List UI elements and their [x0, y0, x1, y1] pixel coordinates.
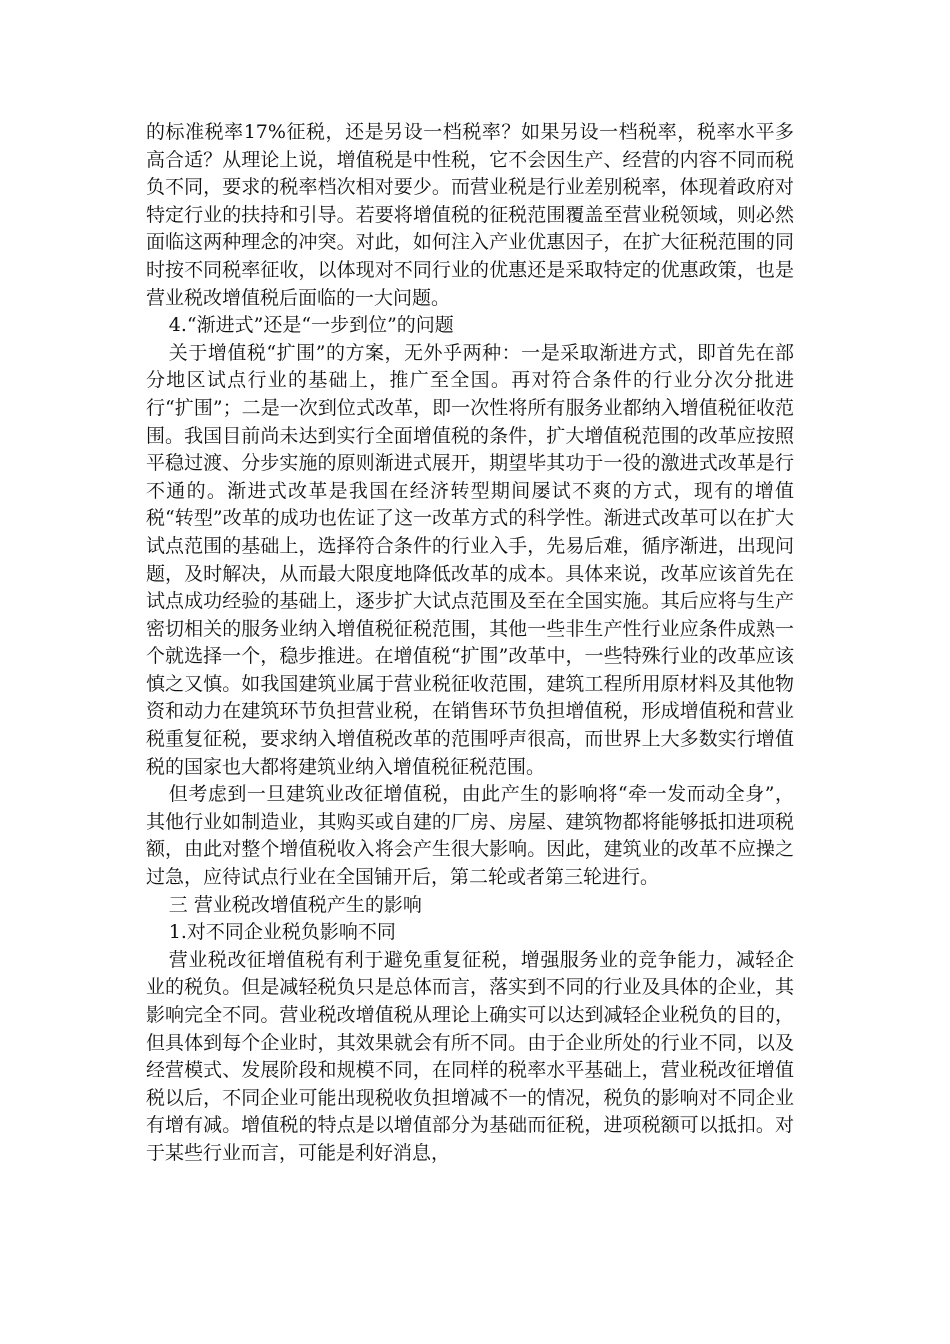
section-heading-impacts: 三 营业税改增值税产生的影响	[168, 893, 422, 916]
paragraph-expansion-plans: 关于增值税“扩围”的方案，无外乎两种：一是采取渐进方式，即首先在部分地区试点行业的基础上，推广至全国。再对符合条件的行业分次分批进行“扩围”；二是一次到位式改革，即一次性将所有服务业都纳入增值税征收范围。我国目前尚未达到实行全面增值税的条件，扩大增值税范围的改革应按照平稳过渡、分步实施的原则渐进式展开，期望毕其功于一役的激进式改革是行不通的。渐进式改革是我国在经济转型期间屡试不爽的方式，现有的增值税“转型”改革的成功也佐证了这一改革方式的科学性。渐进式改革可以在扩大试点范围的基础上，选择符合条件的行业入手，先易后难，循序渐进，出现问题，及时解决，从而最大限度地降低改革的成本。具体来说，改革应该首先在试点成功经验的基础上，逐步扩大试点范围及至在全国实施。其后应将与生产密切相关的服务业纳入增值税征税范围，其他一些非生产性行业应条件成熟一个就选择一个，稳步推进。在增值税“扩围”改革中，一些特殊行业的改革应该慎之又慎。如我国建筑业属于营业税征收范围，建筑工程所用原材料及其他物资和动力在建筑环节负担营业税，在销售环节负担增值税，形成增值税和营业税重复征税，要求纳入增值税改革的范围呼声很高，而世界上大多数实行增值税的国家也大都将建筑业纳入增值税征税范围。	[146, 341, 794, 778]
document-page	[146, 119, 794, 1168]
subsection-heading-enterprise-burden: 1.对不同企业税负影响不同	[168, 921, 396, 944]
section-heading-gradual-or-onestep: 4.“渐进式”还是“一步到位”的问题	[168, 314, 454, 337]
paragraph-construction-industry: 但考虑到一旦建筑业改征增值税，由此产生的影响将“牵一发而动全身”，其他行业如制造业，其购买或自建的厂房、房屋、建筑物都将能够抵扣进项税额，由此对整个增值税收入将会产生很大影响。因此，建筑业的改革不应操之过急，应待试点行业在全国铺开后，第二轮或者第三轮进行。	[146, 783, 794, 889]
paragraph-tax-rate: 的标准税率17%征税，还是另设一档税率？如果另设一档税率，税率水平多高合适？从理论上说，增值税是中性税，它不会因生产、经营的内容不同而税负不同，要求的税率档次相对要少。而营业税是行业差别税率，体现着政府对特定行业的扶持和引导。若要将增值税的征税范围覆盖至营业税领域，则必然面临这两种理念的冲突。对此，如何注入产业优惠因子，在扩大征税范围的同时按不同税率征收，以体现对不同行业的优惠还是采取特定的优惠政策，也是营业税改增值税后面临的一大问题。	[146, 121, 794, 309]
paragraph-tax-burden-effects: 营业税改征增值税有利于避免重复征税，增强服务业的竞争能力，减轻企业的税负。但是减轻税负只是总体而言，落实到不同的行业及具体的企业，其影响完全不同。营业税改增值税从理论上确实可以达到减轻企业税负的目的，但具体到每个企业时，其效果就会有所不同。由于企业所处的行业不同，以及经营模式、发展阶段和规模不同，在同样的税率水平基础上，营业税改征增值税以后，不同企业可能出现税收负担增减不一的情况，税负的影响对不同企业有增有减。增值税的特点是以增值部分为基础而征税，进项税额可以抵扣。对于某些行业而言，可能是利好消息，	[146, 948, 794, 1164]
